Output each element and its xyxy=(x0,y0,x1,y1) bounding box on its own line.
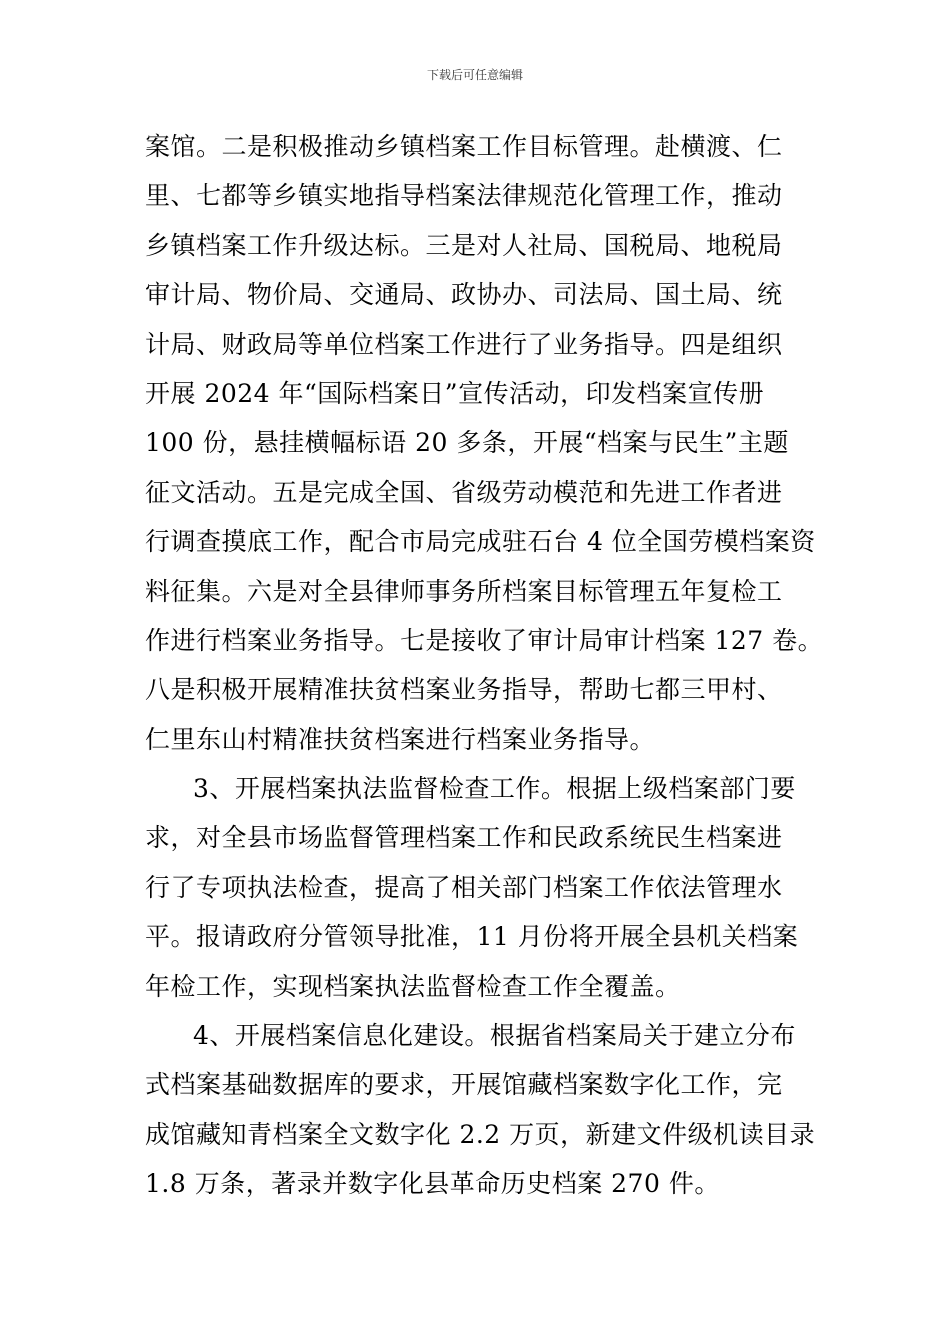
body-line: 式档案基础数据库的要求，开展馆藏档案数字化工作，完 xyxy=(145,1070,783,1100)
body-line: 征文活动。五是完成全国、省级劳动模范和先进工作者进 xyxy=(145,477,783,507)
body-line: 料征集。六是对全县律师事务所档案目标管理五年复检工 xyxy=(145,576,783,606)
body-line: 审计局、物价局、交通局、政协办、司法局、国土局、统 xyxy=(145,280,783,310)
document-body xyxy=(145,122,824,1209)
body-line: 里、七都等乡镇实地指导档案法律规范化管理工作，推动 xyxy=(145,181,783,211)
paragraph-3-first-line: 3、开展档案执法监督检查工作。根据上级档案部门要 xyxy=(193,774,796,804)
body-line: 行调查摸底工作，配合市局完成驻石台 4 位全国劳模档案资 xyxy=(145,527,816,557)
body-line: 八是积极开展精准扶贫档案业务指导，帮助七都三甲村、 xyxy=(145,675,783,705)
body-line: 乡镇档案工作升级达标。三是对人社局、国税局、地税局 xyxy=(145,230,783,260)
paragraph-4-first-line: 4、开展档案信息化建设。根据省档案局关于建立分布 xyxy=(193,1021,796,1051)
page-header-note: 下载后可任意编辑 xyxy=(426,68,523,82)
body-line: 1.8 万条，著录并数字化县革命历史档案 270 件。 xyxy=(145,1169,720,1199)
body-line: 行了专项执法检查，提高了相关部门档案工作依法管理水 xyxy=(145,872,783,902)
body-line: 100 份，悬挂横幅标语 20 多条，开展“档案与民生”主题 xyxy=(145,428,789,458)
body-line: 案馆。二是积极推动乡镇档案工作目标管理。赴横渡、仁 xyxy=(145,132,783,161)
body-line: 成馆藏知青档案全文数字化 2.2 万页，新建文件级机读目录 xyxy=(145,1119,816,1149)
body-line: 求，对全县市场监督管理档案工作和民政系统民生档案进 xyxy=(145,823,783,853)
body-line: 计局、财政局等单位档案工作进行了业务指导。四是组织 xyxy=(145,329,783,359)
body-line: 仁里东山村精准扶贫档案进行档案业务指导。 xyxy=(145,724,656,754)
body-line: 平。报请政府分管领导批准，11 月份将开展全县机关档案 xyxy=(145,922,799,952)
body-line: 年检工作，实现档案执法监督检查工作全覆盖。 xyxy=(145,971,681,1001)
body-line: 作进行档案业务指导。七是接收了审计局审计档案 127 卷。 xyxy=(145,625,824,655)
body-line: 开展 2024 年“国际档案日”宣传活动，印发档案宣传册 xyxy=(145,378,765,408)
